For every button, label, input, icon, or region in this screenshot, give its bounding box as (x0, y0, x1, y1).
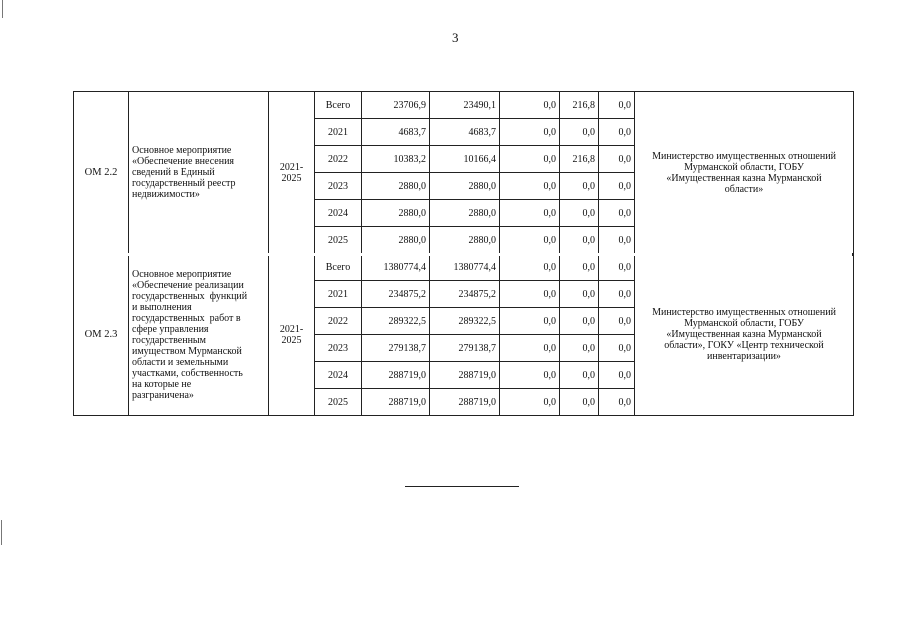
year-cell: 2022 (315, 146, 362, 173)
total-amount-cell: 279138,7 (362, 335, 430, 362)
other-sources-cell: 0,0 (599, 281, 635, 308)
description-line: недвижимости» (132, 189, 200, 200)
description-line: государственным (132, 334, 206, 346)
closing-rule (405, 486, 519, 487)
local-budget-cell: 0,0 (560, 200, 599, 227)
description-line: «Обеспечение внесения (132, 156, 235, 167)
executor-line: «Имущественная казна Мурманской (666, 329, 822, 340)
regional-budget-cell: 289322,5 (430, 308, 500, 335)
year-cell: 2023 (315, 335, 362, 362)
federal-budget-cell: 0,0 (500, 119, 560, 146)
other-sources-cell: 0,0 (599, 254, 635, 281)
total-amount-cell: 234875,2 (362, 281, 430, 308)
local-budget-cell: 0,0 (560, 389, 599, 416)
description-line: и выполнения (132, 301, 192, 313)
year-cell: 2021 (315, 119, 362, 146)
regional-budget-cell: 1380774,4 (430, 254, 500, 281)
description-line: Основное мероприятие (132, 145, 232, 156)
federal-budget-cell: 0,0 (500, 92, 560, 119)
federal-budget-cell: 0,0 (500, 335, 560, 362)
local-budget-cell: 0,0 (560, 254, 599, 281)
table-row (74, 254, 854, 281)
other-sources-cell: 0,0 (599, 200, 635, 227)
page-number: 3 (452, 30, 459, 45)
other-sources-cell: 0,0 (599, 119, 635, 146)
regional-budget-cell: 234875,2 (430, 281, 500, 308)
local-budget-cell: 0,0 (560, 173, 599, 200)
total-amount-cell: 1380774,4 (362, 254, 430, 281)
description-line: «Обеспечение реализации (132, 279, 244, 291)
executor-line: Мурманской области, ГОБУ (684, 161, 804, 173)
year-cell: 2021 (315, 281, 362, 308)
federal-budget-cell: 0,0 (500, 389, 560, 416)
activity-code-cell: ОМ 2.2 (74, 92, 129, 254)
total-amount-cell: 10383,2 (362, 146, 430, 173)
federal-budget-cell: 0,0 (500, 308, 560, 335)
group-separator (73, 253, 853, 256)
period-line: 2025 (281, 172, 302, 184)
year-cell: 2022 (315, 308, 362, 335)
total-amount-cell: 288719,0 (362, 362, 430, 389)
local-budget-cell: 0,0 (560, 335, 599, 362)
year-cell: Всего (315, 254, 362, 281)
executor-line: области» (724, 183, 764, 195)
description-line: государственных работ в (132, 312, 241, 324)
total-amount-cell: 289322,5 (362, 308, 430, 335)
regional-budget-cell: 10166,4 (430, 146, 500, 173)
period-line: 2025 (281, 334, 302, 346)
year-cell: 2024 (315, 200, 362, 227)
regional-budget-cell: 288719,0 (430, 362, 500, 389)
description-line: на которые не (132, 378, 192, 390)
description-line: государственных функций (132, 290, 248, 302)
other-sources-cell: 0,0 (599, 362, 635, 389)
local-budget-cell: 0,0 (560, 119, 599, 146)
local-budget-cell: 216,8 (560, 146, 599, 173)
year-cell: 2025 (315, 389, 362, 416)
description-line: сведений в Единый (132, 167, 215, 178)
local-budget-cell: 0,0 (560, 308, 599, 335)
federal-budget-cell: 0,0 (500, 200, 560, 227)
regional-budget-cell: 4683,7 (430, 119, 500, 146)
year-cell: 2023 (315, 173, 362, 200)
activity-description-cell (129, 254, 269, 416)
other-sources-cell: 0,0 (599, 92, 635, 119)
description-line: участками, собственность (132, 367, 243, 379)
description-line: Основное мероприятие (132, 268, 232, 280)
total-amount-cell: 2880,0 (362, 200, 430, 227)
total-amount-cell: 2880,0 (362, 227, 430, 254)
regional-budget-cell: 2880,0 (430, 200, 500, 227)
regional-budget-cell: 279138,7 (430, 335, 500, 362)
federal-budget-cell: 0,0 (500, 254, 560, 281)
executor-cell (635, 254, 854, 416)
regional-budget-cell: 23490,1 (430, 92, 500, 119)
executor-line: Мурманской области, ГОБУ (684, 318, 804, 329)
total-amount-cell: 23706,9 (362, 92, 430, 119)
description-line: области и земельными (132, 356, 229, 368)
executor-line: области», ГОКУ «Центр технической (664, 340, 824, 351)
executor-line: Министерство имущественных отношений (652, 307, 836, 318)
federal-budget-cell: 0,0 (500, 173, 560, 200)
executor-line: «Имущественная казна Мурманской (666, 172, 822, 184)
period-cell (269, 92, 315, 254)
activity-code-cell: ОМ 2.3 (74, 254, 129, 416)
period-line: 2021- (279, 323, 304, 335)
year-cell: 2024 (315, 362, 362, 389)
executor-line: инвентаризации» (707, 351, 781, 362)
description-line: государственный реестр (132, 178, 236, 189)
local-budget-cell: 0,0 (560, 281, 599, 308)
activity-description-cell (129, 92, 269, 254)
local-budget-cell: 0,0 (560, 227, 599, 254)
description-line: сфере управления (132, 323, 209, 335)
federal-budget-cell: 0,0 (500, 146, 560, 173)
other-sources-cell: 0,0 (599, 335, 635, 362)
other-sources-cell: 0,0 (599, 308, 635, 335)
total-amount-cell: 4683,7 (362, 119, 430, 146)
description-line: имуществом Мурманской (132, 345, 242, 357)
local-budget-cell: 216,8 (560, 92, 599, 119)
executor-cell (635, 92, 854, 254)
description-line: разграничена» (132, 389, 194, 401)
scan-margin-mark (2, 0, 3, 18)
other-sources-cell: 0,0 (599, 146, 635, 173)
year-cell: Всего (315, 92, 362, 119)
executor-line: Министерство имущественных отношений (652, 150, 836, 162)
other-sources-cell: 0,0 (599, 227, 635, 254)
regional-budget-cell: 2880,0 (430, 227, 500, 254)
year-cell: 2025 (315, 227, 362, 254)
federal-budget-cell: 0,0 (500, 362, 560, 389)
period-line: 2021- (279, 161, 304, 173)
regional-budget-cell: 288719,0 (430, 389, 500, 416)
total-amount-cell: 2880,0 (362, 173, 430, 200)
regional-budget-cell: 2880,0 (430, 173, 500, 200)
local-budget-cell: 0,0 (560, 362, 599, 389)
other-sources-cell: 0,0 (599, 173, 635, 200)
scan-margin-mark (1, 520, 2, 545)
federal-budget-cell: 0,0 (500, 281, 560, 308)
other-sources-cell: 0,0 (599, 389, 635, 416)
period-cell (269, 254, 315, 416)
table-row (74, 92, 854, 119)
total-amount-cell: 288719,0 (362, 389, 430, 416)
federal-budget-cell: 0,0 (500, 227, 560, 254)
